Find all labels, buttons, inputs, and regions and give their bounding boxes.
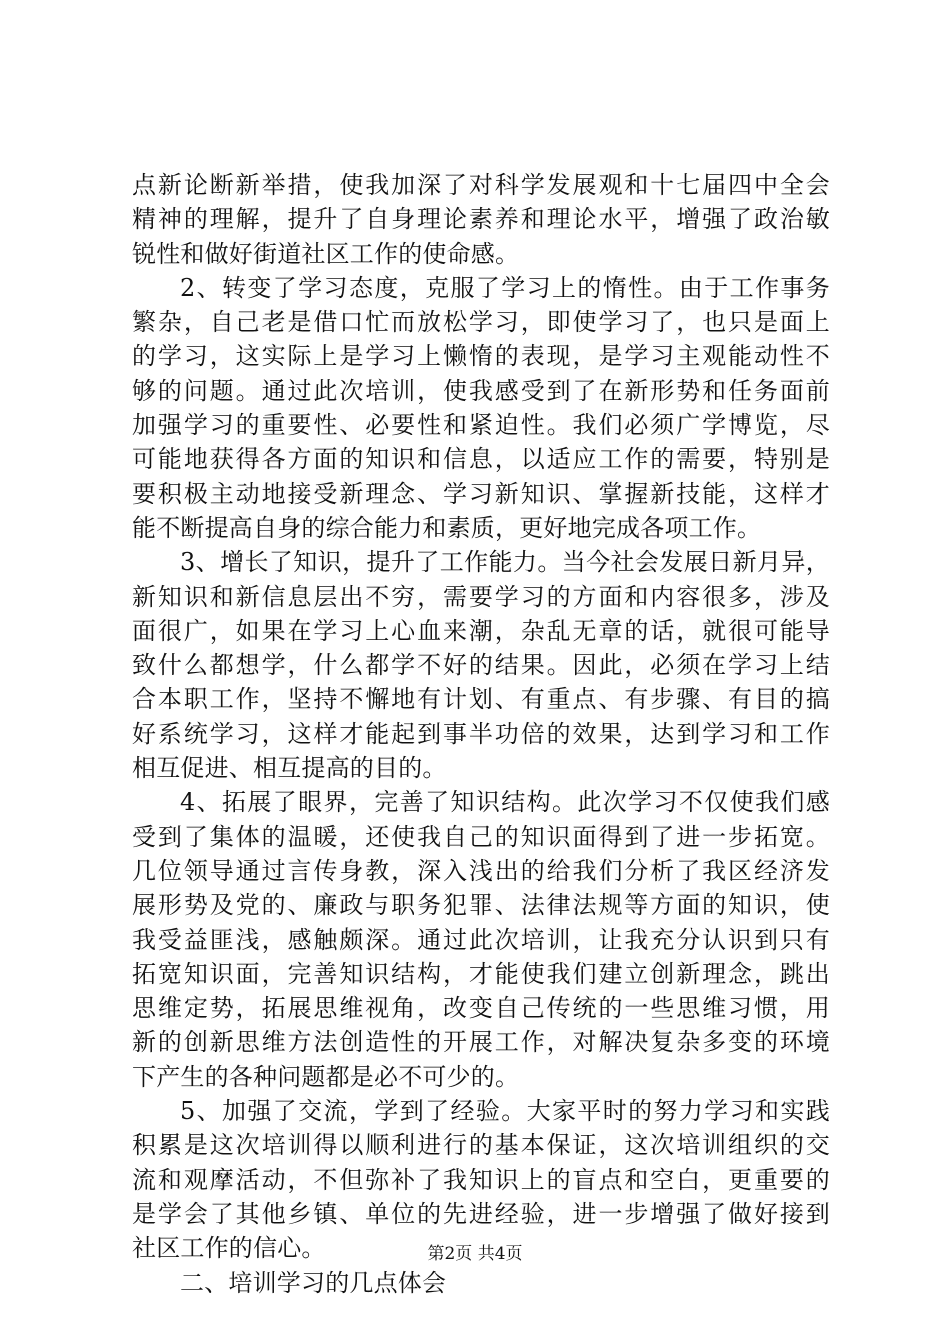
- text-line: 够的问题。通过此次培训，使我感受到了在新形势和任务面前: [132, 376, 830, 405]
- text-line: 合本职工作，坚持不懈地有计划、有重点、有步骤、有目的搞: [132, 685, 830, 714]
- text-line: 相互促进、相互提高的目的。: [132, 754, 447, 783]
- text-line: 要积极主动地接受新理念、学习新知识、掌握新技能，这样才: [132, 479, 830, 508]
- text-line: 几位领导通过言传身教，深入浅出的给我们分析了我区经济发: [132, 856, 830, 885]
- text-line: 社区工作的信心。: [132, 1234, 326, 1263]
- text-line: 好系统学习，这样才能起到事半功倍的效果，达到学习和工作: [132, 719, 830, 748]
- text-line: 致什么都想学，什么都学不好的结果。因此，必须在学习上结: [132, 651, 830, 680]
- text-line: 我受益匪浅，感触颇深。通过此次培训，让我充分认识到只有: [132, 925, 830, 954]
- paragraph-start-line: 2、转变了学习态度，克服了学习上的惰性。由于工作事务: [180, 273, 830, 302]
- text-line: 流和观摩活动，不但弥补了我知识上的盲点和空白，更重要的: [132, 1165, 830, 1194]
- text-line: 思维定势，拓展思维视角，改变自己传统的一些思维习惯，用: [132, 994, 830, 1023]
- text-line: 的学习，这实际上是学习上懒惰的表现，是学习主观能动性不: [132, 342, 830, 371]
- text-line: 可能地获得各方面的知识和信息，以适应工作的需要，特别是: [132, 445, 830, 474]
- paragraph-start-line: 3、增长了知识，提升了工作能力。当今社会发展日新月异，: [180, 548, 830, 577]
- text-line: 拓宽知识面，完善知识结构，才能使我们建立创新理念，跳出: [132, 959, 830, 988]
- text-line: 展形势及党的、廉政与职务犯罪、法律法规等方面的知识，使: [132, 891, 830, 920]
- text-line: 新知识和新信息层出不穷，需要学习的方面和内容很多，涉及: [132, 582, 830, 611]
- text-line: 锐性和做好街道社区工作的使命感。: [132, 239, 520, 268]
- text-line: 精神的理解，提升了自身理论素养和理论水平，增强了政治敏: [132, 205, 830, 234]
- text-line: 能不断提高自身的综合能力和素质，更好地完成各项工作。: [132, 513, 762, 542]
- text-line: 受到了集体的温暖，还使我自己的知识面得到了进一步拓宽。: [132, 822, 830, 851]
- text-line: 面很广，如果在学习上心血来潮，杂乱无章的话，就很可能导: [132, 616, 830, 645]
- paragraph-start-line: 4、拓展了眼界，完善了知识结构。此次学习不仅使我们感: [180, 788, 830, 817]
- text-line: 点新论断新举措，使我加深了对科学发展观和十七届四中全会: [132, 171, 830, 199]
- text-line: 繁杂，自己老是借口忙而放松学习，即使学习了，也只是面上: [132, 308, 830, 337]
- paragraph-start-line: 5、加强了交流，学到了经验。大家平时的努力学习和实践: [180, 1097, 830, 1126]
- text-line: 新的创新思维方法创造性的开展工作，对解决复杂多变的环境: [132, 1028, 830, 1057]
- document-body: [132, 168, 830, 1300]
- section-heading: 二、培训学习的几点体会: [180, 1268, 447, 1297]
- text-line: 下产生的各种问题都是必不可少的。: [132, 1062, 520, 1091]
- text-line: 是学会了其他乡镇、单位的先进经验，进一步增强了做好接到: [132, 1199, 830, 1228]
- text-line: 加强学习的重要性、必要性和紧迫性。我们必须广学博览，尽: [132, 411, 830, 440]
- page-number-footer: 第2页 共4页: [427, 1244, 523, 1264]
- text-line: 积累是这次培训得以顺利进行的基本保证，这次培训组织的交: [132, 1131, 830, 1160]
